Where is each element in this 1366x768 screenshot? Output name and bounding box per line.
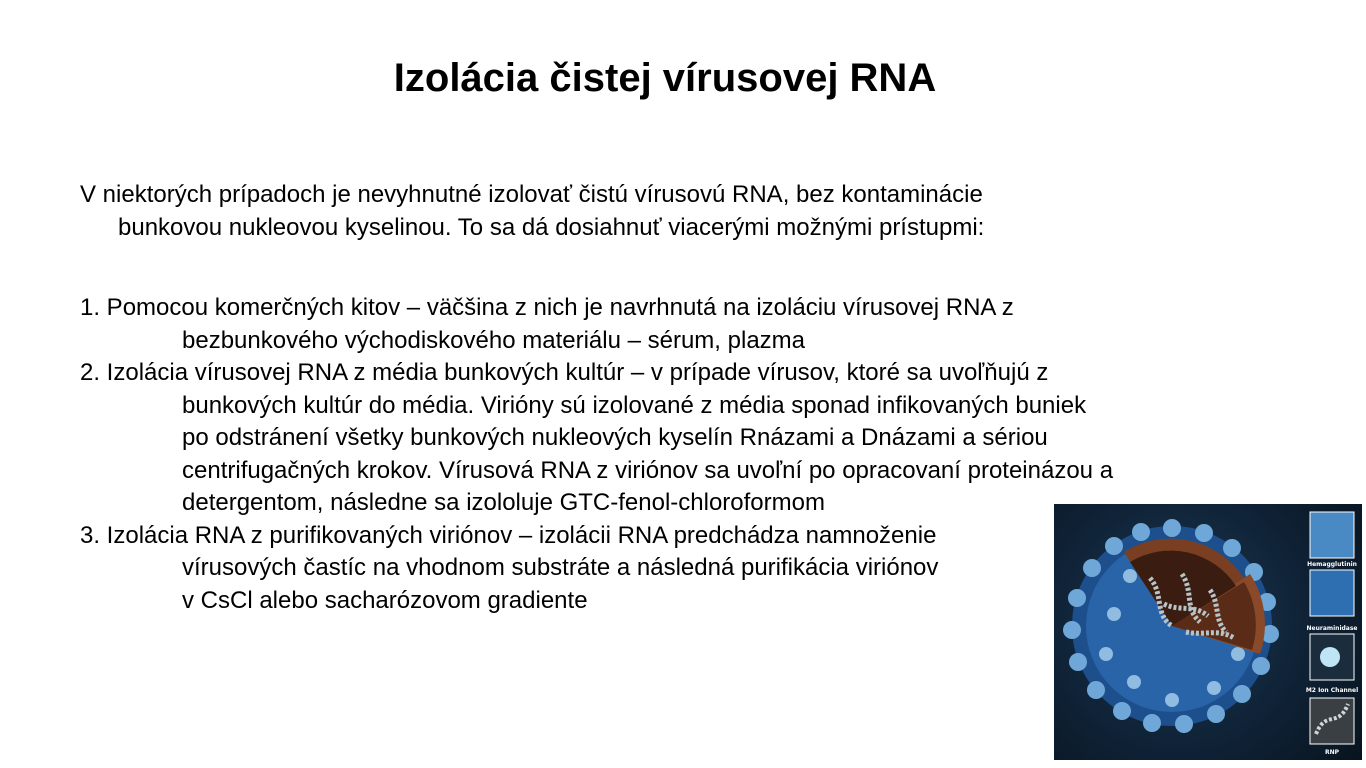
legend	[1306, 512, 1358, 756]
virion-icon	[1063, 519, 1279, 733]
legend-label: Neuraminidase	[1306, 625, 1358, 632]
legend-label: RNP	[1324, 749, 1340, 756]
intro-paragraph	[80, 178, 1230, 244]
list-item-line: centrifugačných krokov. Vírusová RNA z viriónov sa uvoľní po opracovaní proteinázou a	[182, 456, 1114, 484]
virus-illustration-svg	[1054, 504, 1362, 760]
list-item-line: vírusových častíc na vhodnom substráte a následná purifikácia viriónov	[182, 554, 939, 581]
list-item-line: 2. Izolácia vírusovej RNA z média bunkových kultúr – v prípade vírusov, ktoré sa uvoľňujú z	[80, 359, 1049, 386]
list-item-line: v CsCl alebo sacharózovom gradiente	[182, 586, 588, 614]
list-item-line: bunkových kultúr do média. Virióny sú izolované z média sponad infikovaných buniek	[182, 391, 1087, 419]
list-item-line: po odstránení všetky bunkových nukleových kyselín Rnázami a Dnázami a sériou	[182, 424, 1048, 451]
list-item-line: bezbunkového východiskového materiálu – sérum, plazma	[182, 326, 806, 354]
legend-label: M2 Ion Channel	[1305, 687, 1359, 694]
list-item-line: detergentom, následne sa izololuje GTC-fenol-chloroformom	[182, 489, 825, 516]
list-item	[80, 357, 1240, 520]
list-item-line: 1. Pomocou komerčných kitov – väčšina z nich je navrhnutá na izoláciu vírusovej RNA z	[80, 294, 1014, 321]
list-item-line: 3. Izolácia RNA z purifikovaných viriónov – izolácii RNA predchádza namnoženie	[80, 521, 937, 549]
list-item	[80, 292, 1240, 357]
virus-illustration	[1054, 504, 1362, 760]
legend-label: Hemagglutinin	[1307, 561, 1357, 568]
intro-line: V niektorých prípadoch je nevyhnutné izolovať čistú vírusovú RNA, bez kontaminácie	[80, 181, 983, 208]
slide-title: Izolácia čistej vírusovej RNA	[393, 56, 937, 100]
intro-line: bunkovou nukleovou kyselinou. To sa dá dosiahnuť viacerými možnými prístupmi:	[118, 214, 985, 241]
